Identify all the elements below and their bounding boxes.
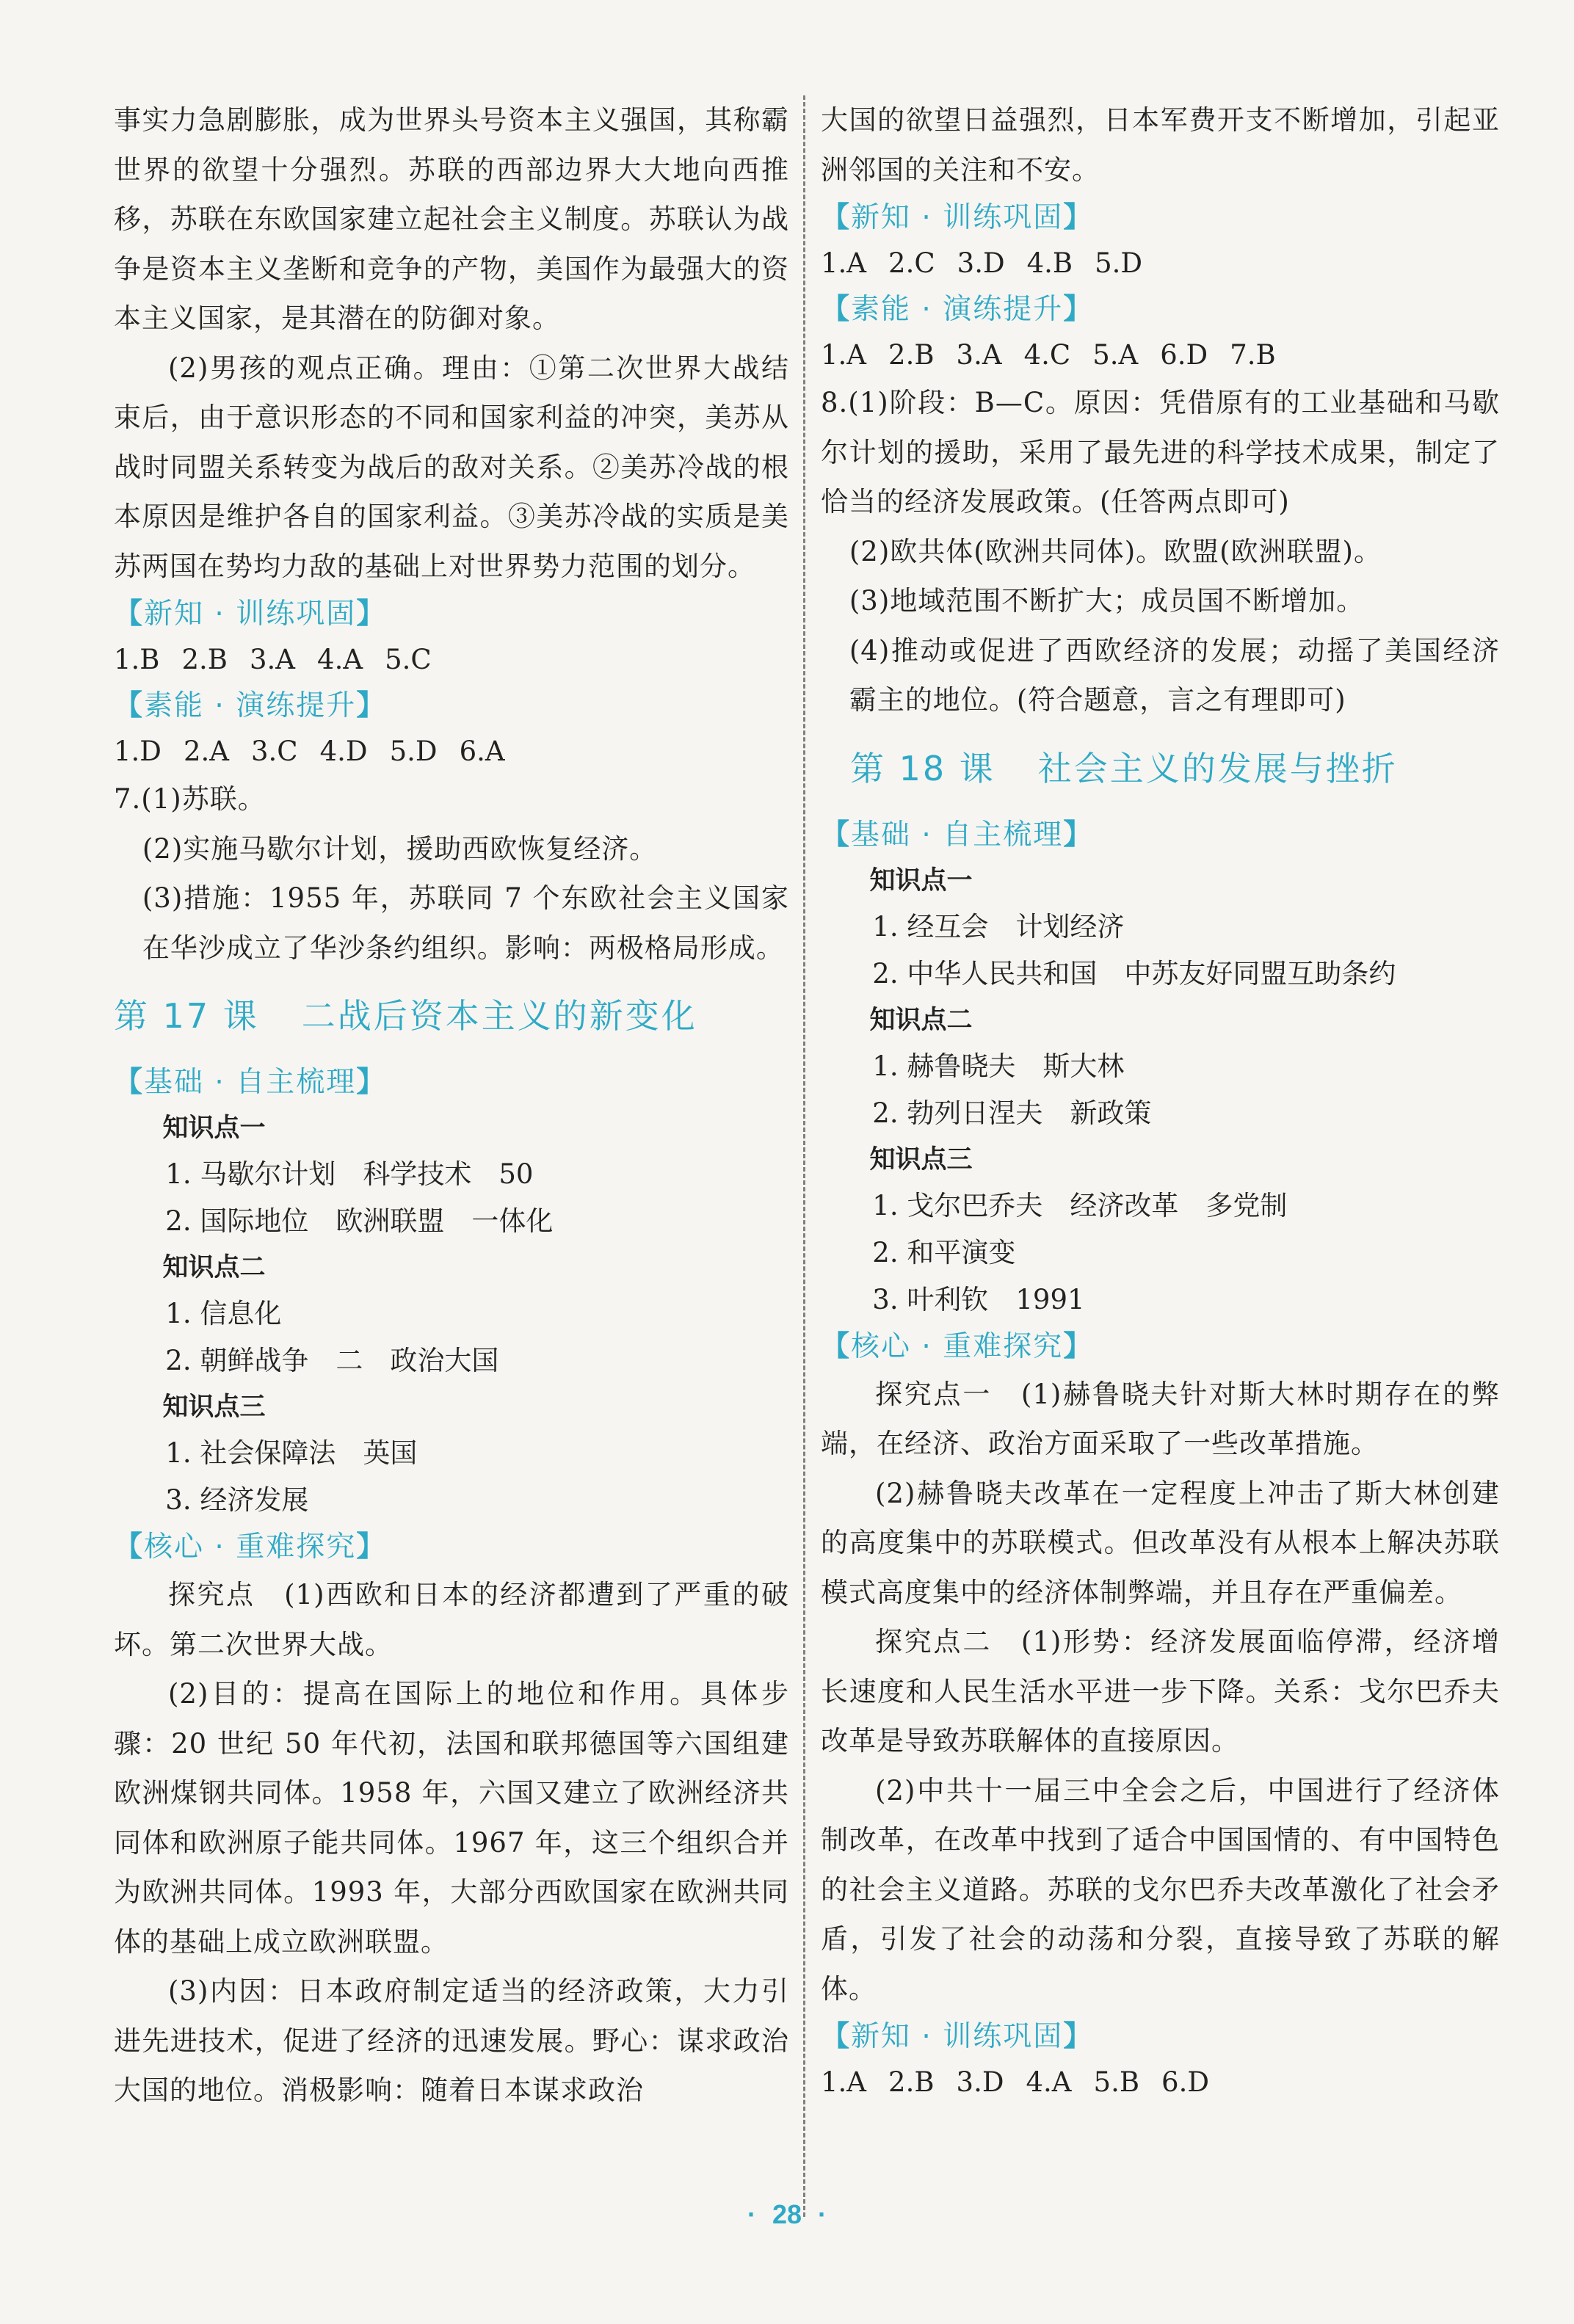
list-item: 3. 叶利钦 1991	[872, 1283, 1085, 1315]
knowledge-point-heading: 知识点三	[869, 1144, 973, 1174]
section-heading: 【核心 · 重难探究】	[114, 1530, 387, 1564]
list-item: 2. 国际地位 欧洲联盟 一体化	[165, 1205, 554, 1237]
page-number: · 28 ·	[747, 2199, 827, 2229]
list-item: 1. 马歇尔计划 科学技术 50	[165, 1158, 534, 1190]
column-divider	[803, 95, 808, 2217]
answer-paragraph: 探究点一 (1)赫鲁晓夫针对斯大林时期存在的弊端，在经济、政治方面采取了一些改革措施。	[821, 1378, 1500, 1459]
answer-paragraph: 大国的欲望日益强烈，日本军费开支不断增加，引起亚洲邻国的关注和不安。	[821, 104, 1500, 186]
knowledge-point-heading: 知识点二	[162, 1253, 266, 1282]
section-heading: 【新知 · 训练巩固】	[821, 201, 1094, 234]
answer-paragraph: (4)推动或促进了西欧经济的发展；动摇了美国经济霸主的地位。(符合题意，言之有理即可)	[849, 634, 1500, 716]
knowledge-point-heading: 知识点三	[162, 1392, 266, 1422]
list-item: 2. 和平演变	[872, 1236, 1016, 1268]
answer-row: 1.A 2.B 3.A 4.C 5.A 6.D 7.B	[821, 339, 1276, 371]
lesson-title: 第 18 课 社会主义的发展与挫折	[850, 748, 1398, 788]
knowledge-point-heading: 知识点一	[162, 1114, 266, 1143]
answer-row: 1.B 2.B 3.A 4.A 5.C	[114, 644, 432, 675]
list-item: 1. 经互会 计划经济	[872, 910, 1125, 943]
lesson-title: 第 17 课 二战后资本主义的新变化	[114, 996, 697, 1036]
list-item: 1. 社会保障法 英国	[165, 1437, 418, 1469]
right-column	[821, 95, 1500, 2105]
section-heading: 【基础 · 自主梳理】	[821, 818, 1094, 851]
list-item: 1. 戈尔巴乔夫 经济改革 多党制	[872, 1189, 1288, 1221]
list-item: 2. 中华人民共和国 中苏友好同盟互助条约	[872, 957, 1396, 989]
answer-paragraph: (2)目的：提高在国际上的地位和作用。具体步骤：20 世纪 50 年代初，法国和联邦德国等六国组建欧洲煤钢共同体。1958 年，六国又建立了欧洲经济共同体和欧洲原子能共同体。1967 年，这三个组织合并为欧洲共同体。1993 年，大部分西欧国家在欧洲共同体的基础上成立欧洲联盟。	[114, 1678, 789, 1958]
knowledge-point-heading: 知识点一	[869, 865, 973, 896]
answer-paragraph: (3)地域范围不断扩大；成员国不断增加。	[849, 585, 1365, 617]
list-item: 1. 信息化	[165, 1298, 282, 1329]
page-number-dot: ·	[818, 2199, 827, 2229]
answer-row: 1.D 2.A 3.C 4.D 5.D 6.A	[114, 736, 505, 767]
answer-row: 1.A 2.B 3.D 4.A 5.B 6.D	[821, 2066, 1209, 2098]
section-heading: 【素能 · 演练提升】	[114, 689, 387, 722]
left-column	[114, 95, 789, 2116]
answer-paragraph: 探究点二 (1)形势：经济发展面临停滞，经济增长速度和人民生活水平进一步下降。关系：戈尔巴乔夫改革是导致苏联解体的直接原因。	[821, 1626, 1500, 1757]
answer-paragraph: (2)男孩的观点正确。理由：①第二次世界大战结束后，由于意识形态的不同和国家利益的冲突，美苏从战时同盟关系转变为战后的敌对关系。②美苏冷战的根本原因是维护各自的国家利益。③美苏冷战的实质是美苏两国在势均力敌的基础上对世界势力范围的划分。	[114, 352, 789, 582]
answer-paragraph: 事实力急剧膨胀，成为世界头号资本主义强国，其称霸世界的欲望十分强烈。苏联的西部边界大大地向西推移，苏联在东欧国家建立起社会主义制度。苏联认为战争是资本主义垄断和竞争的产物，美国作为最强大的资本主义国家，是其潜在的防御对象。	[114, 104, 789, 334]
knowledge-point-heading: 知识点二	[869, 1005, 973, 1035]
section-heading: 【基础 · 自主梳理】	[114, 1066, 387, 1099]
answer-paragraph: (2)欧共体(欧洲共同体)。欧盟(欧洲联盟)。	[849, 535, 1382, 567]
list-item: 2. 朝鲜战争 二 政治大国	[165, 1345, 499, 1376]
list-item: 3. 经济发展	[165, 1484, 309, 1516]
section-heading: 【素能 · 演练提升】	[821, 293, 1094, 326]
section-heading: 【核心 · 重难探究】	[821, 1329, 1094, 1363]
list-item: 2. 勃列日涅夫 新政策	[872, 1097, 1152, 1129]
section-heading: 【新知 · 训练巩固】	[114, 598, 387, 631]
section-heading: 【新知 · 训练巩固】	[821, 2020, 1094, 2053]
answer-paragraph: (2)赫鲁晓夫改革在一定程度上冲击了斯大林创建的高度集中的苏联模式。但改革没有从根本上解决苏联模式高度集中的经济体制弊端，并且存在严重偏差。	[821, 1477, 1500, 1608]
answer-paragraph: (3)措施：1955 年，苏联同 7 个东欧社会主义国家在华沙成立了华沙条约组织。影响：两极格局形成。	[142, 882, 789, 964]
list-item: 1. 赫鲁晓夫 斯大林	[872, 1050, 1125, 1082]
answer-paragraph: 探究点 (1)西欧和日本的经济都遭到了严重的破坏。第二次世界大战。	[114, 1579, 789, 1660]
answer-paragraph: (2)实施马歇尔计划，援助西欧恢复经济。	[142, 832, 658, 865]
answer-paragraph: 7.(1)苏联。	[114, 783, 266, 815]
answer-paragraph: (3)内因：日本政府制定适当的经济政策，大力引进先进技术，促进了经济的迅速发展。野心：谋求政治大国的地位。消极影响：随着日本谋求政治	[114, 1975, 789, 2106]
answer-paragraph: (2)中共十一届三中全会之后，中国进行了经济体制改革，在改革中找到了适合中国国情的、有中国特色的社会主义道路。苏联的戈尔巴乔夫改革激化了社会矛盾，引发了社会的动荡和分裂，直接导致了苏联的解体。	[821, 1774, 1500, 2005]
answer-paragraph: 8.(1)阶段：B—C。原因：凭借原有的工业基础和马歇尔计划的援助，采用了最先进的科学技术成果，制定了恰当的经济发展政策。(任答两点即可)	[821, 387, 1500, 518]
answer-row: 1.A 2.C 3.D 4.B 5.D	[821, 247, 1143, 279]
page-number-dot: ·	[747, 2199, 756, 2229]
